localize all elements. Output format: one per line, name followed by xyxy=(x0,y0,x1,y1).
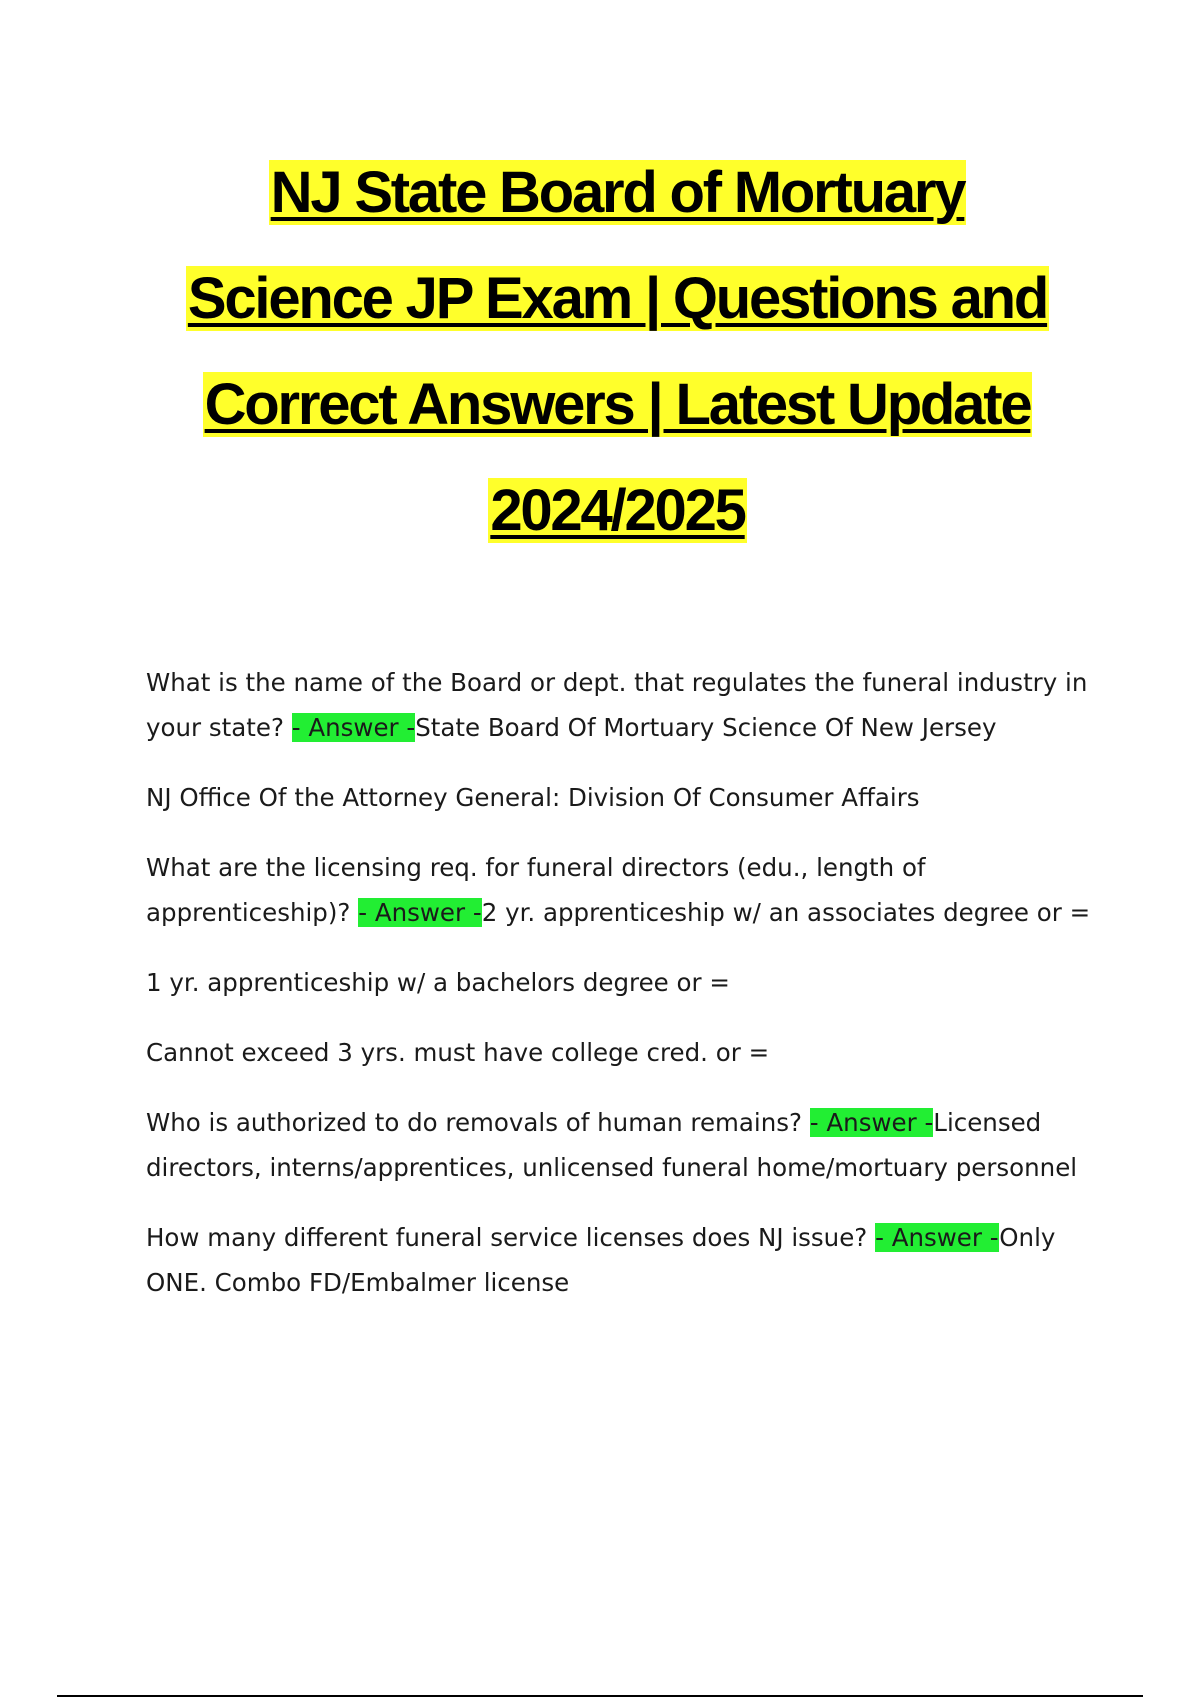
paragraph-text: Cannot exceed 3 yrs. must have college cred. or = xyxy=(146,1038,770,1067)
answer-text: State Board Of Mortuary Science Of New Jersey xyxy=(415,713,997,742)
answer-text: Licensed directors, interns/apprentices, unlicensed funeral home/mortuary personnel xyxy=(146,1108,1078,1182)
title-line-1: NJ State Board of Mortuary xyxy=(270,160,965,225)
paragraph-text: 1 yr. apprenticeship w/ a bachelors degree or = xyxy=(146,968,730,997)
question-text: How many different funeral service licenses does NJ issue? xyxy=(146,1223,876,1252)
title-line-3: Correct Answers | Latest Update xyxy=(204,372,1031,437)
page-bottom-rule xyxy=(57,1695,1143,1697)
qa-item-2 xyxy=(146,845,1096,935)
paragraph-text: NJ Office Of the Attorney General: Division Of Consumer Affairs xyxy=(146,783,920,812)
qa-item-1 xyxy=(146,660,1096,750)
title-line-4: 2024/2025 xyxy=(490,478,745,543)
answer-marker: - Answer - xyxy=(875,1223,1000,1252)
answer-marker: - Answer - xyxy=(358,898,482,927)
question-text: What is the name of the Board or dept. that regulates the funeral industry in your state? xyxy=(146,668,1088,742)
answer-text: 2 yr. apprenticeship w/ an associates degree or = xyxy=(481,898,1091,927)
title-line-2: Science JP Exam | Questions and xyxy=(187,266,1048,331)
answer-marker: - Answer - xyxy=(809,1108,934,1137)
question-text: What are the licensing req. for funeral directors (edu., length of apprenticeship)? xyxy=(146,853,926,927)
qa-content xyxy=(146,660,1096,1330)
question-text: Who is authorized to do removals of human remains? xyxy=(146,1108,810,1137)
answer-marker: - Answer - xyxy=(291,713,416,742)
answer-text: Only ONE. Combo FD/Embalmer license xyxy=(146,1223,1056,1297)
qa-item-3 xyxy=(146,1100,1096,1190)
document-title xyxy=(120,140,1115,564)
qa-item-4 xyxy=(146,1215,1096,1305)
